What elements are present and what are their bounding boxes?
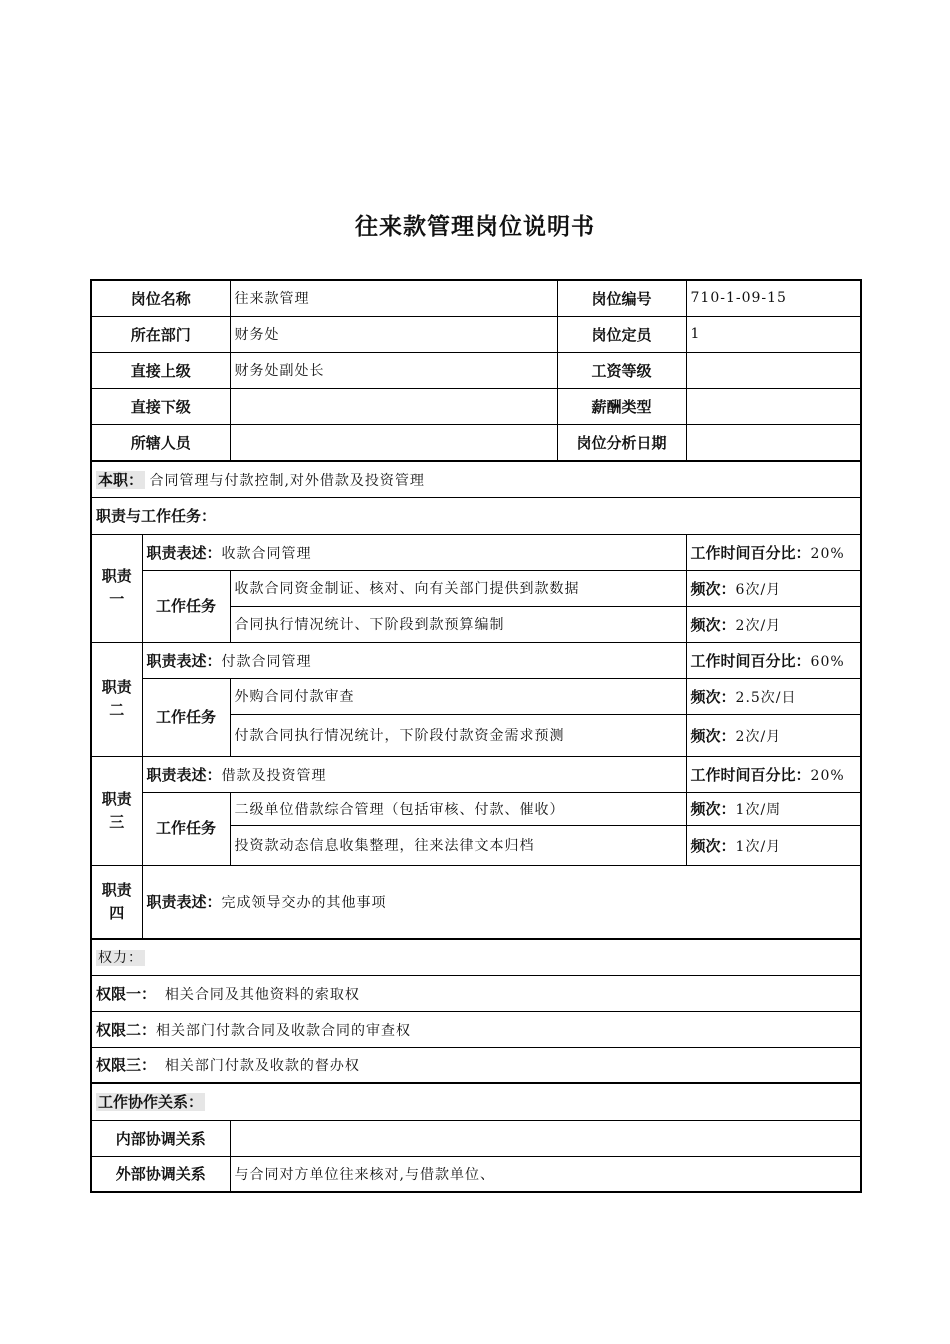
analysis-date-label: 岗位分析日期 xyxy=(557,424,686,461)
time-pct-label: 工作时间百分比： xyxy=(690,651,811,670)
duty-desc-label: 职责表述： xyxy=(146,543,222,562)
power-3-text: 相关部门付款及收款的督办权 xyxy=(164,1058,360,1075)
duty-1-pct: 20% xyxy=(810,545,845,562)
core-value: 合同管理与付款控制,对外借款及投资管理 xyxy=(149,472,425,489)
pay-type-value xyxy=(686,388,861,424)
duty-desc-label: 职责表述： xyxy=(146,893,222,912)
duty-2-task-1 xyxy=(91,678,861,714)
row-duties-header xyxy=(91,497,861,534)
duty-2-pct: 60% xyxy=(810,653,845,670)
duty-3-name: 职责三 xyxy=(91,756,142,865)
subordinate-value xyxy=(230,388,557,424)
power-2-label: 权限二： xyxy=(96,1020,157,1039)
time-pct-label: 工作时间百分比： xyxy=(690,543,811,562)
row-position-name xyxy=(91,280,861,316)
row-power-header xyxy=(91,939,861,975)
row-external-relations xyxy=(91,1156,861,1192)
duty-1-task-2-freq: 2次/月 xyxy=(735,617,782,634)
freq-label: 频次： xyxy=(690,687,736,706)
job-table xyxy=(90,279,862,1193)
subordinate-label: 直接下级 xyxy=(91,388,230,424)
duty-2-task-2-freq: 2次/月 xyxy=(735,728,782,745)
duty-4-name: 职责四 xyxy=(91,865,142,939)
duty-2-task-1-freq: 2.5次/日 xyxy=(735,689,797,706)
power-1-label: 权限一： xyxy=(96,984,157,1003)
job-description-form xyxy=(90,279,860,1193)
power-3-label: 权限三： xyxy=(96,1056,157,1075)
position-code-value: 710-1-09-15 xyxy=(686,280,861,316)
duty-2-desc-row xyxy=(91,642,861,678)
row-staff xyxy=(91,424,861,461)
row-superior xyxy=(91,352,861,388)
superior-label: 直接上级 xyxy=(91,352,230,388)
power-item-2 xyxy=(91,1011,861,1047)
power-2-text: 相关部门付款合同及收款合同的审查权 xyxy=(156,1022,412,1039)
internal-relations-label: 内部协调关系 xyxy=(91,1120,230,1156)
duty-2-task-label: 工作任务 xyxy=(142,678,230,756)
duty-1-task-label: 工作任务 xyxy=(142,570,230,642)
power-item-1 xyxy=(91,975,861,1011)
freq-label: 频次： xyxy=(690,579,736,598)
duty-4-row xyxy=(91,865,861,939)
duty-desc-label: 职责表述： xyxy=(146,765,222,784)
duty-3-task-1-text: 二级单位借款综合管理（包括审核、付款、催收） xyxy=(230,792,686,825)
row-subordinate xyxy=(91,388,861,424)
duty-3-task-2-text: 投资款动态信息收集整理，往来法律文本归档 xyxy=(230,825,686,865)
time-pct-label: 工作时间百分比： xyxy=(690,765,811,784)
external-relations-label: 外部协调关系 xyxy=(91,1156,230,1192)
staff-value xyxy=(230,424,557,461)
pay-type-label: 薪酬类型 xyxy=(557,388,686,424)
duty-2-task-2-text: 付款合同执行情况统计，下阶段付款资金需求预测 xyxy=(230,714,686,756)
duty-1-task-2-text: 合同执行情况统计、下阶段到款预算编制 xyxy=(230,606,686,642)
duty-desc-label: 职责表述： xyxy=(146,651,222,670)
headcount-label: 岗位定员 xyxy=(557,316,686,352)
duty-3-desc: 借款及投资管理 xyxy=(221,767,327,784)
duty-1-task-1 xyxy=(91,570,861,606)
department-label: 所在部门 xyxy=(91,316,230,352)
duties-header: 职责与工作任务： xyxy=(96,507,217,525)
core-label: 本职： xyxy=(98,470,144,489)
duty-1-task-1-text: 收款合同资金制证、核对、向有关部门提供到款数据 xyxy=(230,570,686,606)
freq-label: 频次： xyxy=(690,800,736,818)
duty-1-desc-row xyxy=(91,534,861,570)
power-1-text: 相关合同及其他资料的索取权 xyxy=(164,986,360,1003)
salary-grade-label: 工资等级 xyxy=(557,352,686,388)
salary-grade-value xyxy=(686,352,861,388)
power-header: 权力： xyxy=(98,950,143,967)
freq-label: 频次： xyxy=(690,726,736,745)
row-internal-relations xyxy=(91,1120,861,1156)
freq-label: 频次： xyxy=(690,615,736,634)
superior-value: 财务处副处长 xyxy=(230,352,557,388)
staff-label: 所辖人员 xyxy=(91,424,230,461)
position-name-value: 往来款管理 xyxy=(230,280,557,316)
analysis-date-value xyxy=(686,424,861,461)
department-value: 财务处 xyxy=(230,316,557,352)
freq-label: 频次： xyxy=(690,836,736,855)
position-name-label: 岗位名称 xyxy=(91,280,230,316)
position-code-label: 岗位编号 xyxy=(557,280,686,316)
duty-3-desc-row xyxy=(91,756,861,792)
headcount-value: 1 xyxy=(686,316,861,352)
power-item-3 xyxy=(91,1047,861,1083)
relations-header: 工作协作关系： xyxy=(98,1093,204,1112)
row-department xyxy=(91,316,861,352)
page-title: 往来款管理岗位说明书 xyxy=(355,214,595,240)
duty-3-task-1 xyxy=(91,792,861,825)
duty-3-pct: 20% xyxy=(810,767,845,784)
duty-1-name: 职责一 xyxy=(91,534,142,642)
external-relations-value: 与合同对方单位往来核对,与借款单位、 xyxy=(230,1156,861,1192)
duty-3-task-1-freq: 1次/周 xyxy=(735,802,782,818)
duty-2-task-1-text: 外购合同付款审查 xyxy=(230,678,686,714)
duty-4-desc: 完成领导交办的其他事项 xyxy=(221,895,387,912)
internal-relations-value xyxy=(230,1120,861,1156)
duty-2-name: 职责二 xyxy=(91,642,142,756)
duty-3-task-label: 工作任务 xyxy=(142,792,230,865)
row-relations-header xyxy=(91,1083,861,1120)
duty-1-task-1-freq: 6次/月 xyxy=(735,581,782,598)
row-core xyxy=(91,461,861,497)
duty-1-desc: 收款合同管理 xyxy=(221,545,312,562)
duty-2-desc: 付款合同管理 xyxy=(221,653,312,670)
duty-3-task-2-freq: 1次/月 xyxy=(735,838,782,855)
